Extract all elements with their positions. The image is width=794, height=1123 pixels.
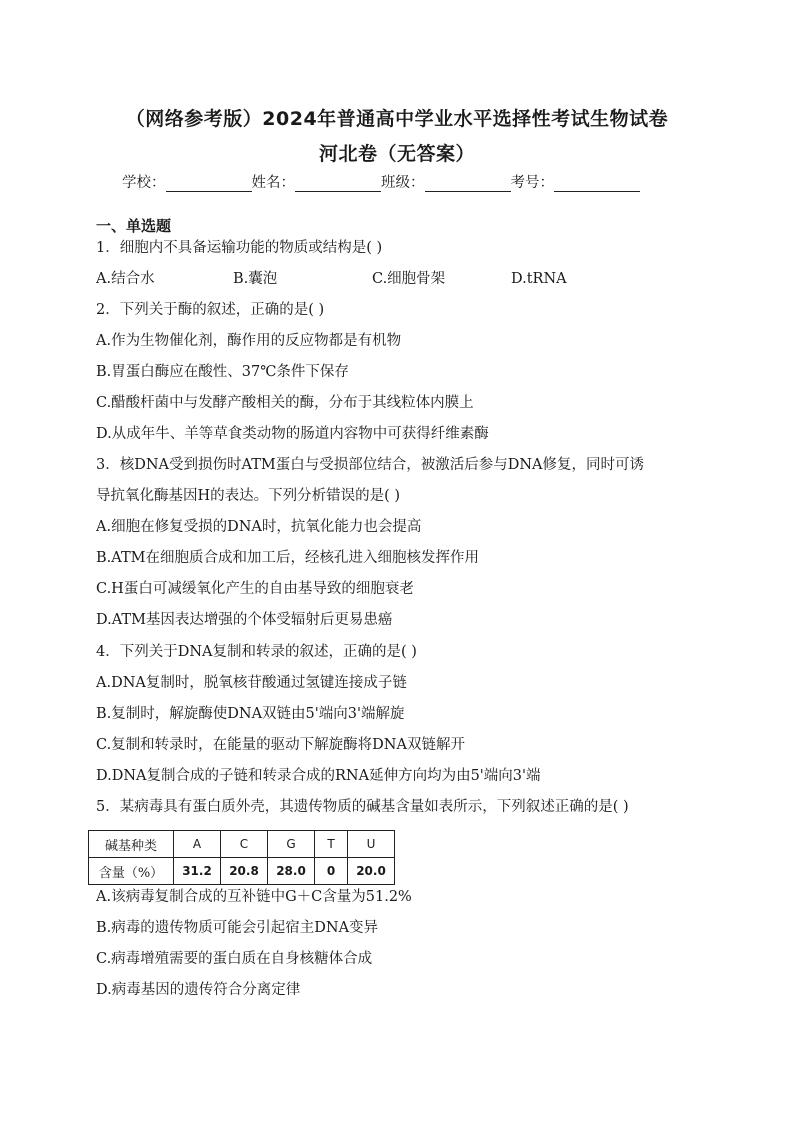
question-1-stem: 1．细胞内不具备运输功能的物质或结构是( ) bbox=[96, 240, 383, 256]
class-label: 班级： bbox=[381, 175, 425, 191]
q5-option-a: A.该病毒复制合成的互补链中G＋C含量为51.2% bbox=[96, 889, 412, 905]
q3-option-b: B.ATM在细胞质合成和加工后，经核孔进入细胞核发挥作用 bbox=[96, 550, 479, 566]
q2-option-d: D.从成年牛、羊等草食类动物的肠道内容物中可获得纤维素酶 bbox=[96, 426, 489, 442]
q5-option-d: D.病毒基因的遗传符合分离定律 bbox=[96, 982, 301, 998]
student-info-row bbox=[122, 170, 682, 192]
table-header-cell: U bbox=[348, 831, 395, 858]
school-blank[interactable] bbox=[166, 175, 252, 192]
q4-option-c: C.复制和转录时，在能量的驱动下解旋酶将DNA双链解开 bbox=[96, 737, 465, 753]
question-4-stem: 4．下列关于DNA复制和转录的叙述，正确的是( ) bbox=[96, 644, 417, 660]
table-cell: 20.0 bbox=[348, 858, 395, 885]
table-header-cell: 碱基种类 bbox=[89, 831, 174, 858]
name-blank[interactable] bbox=[295, 175, 381, 192]
q3-option-d: D.ATM基因表达增强的个体受辐射后更易患癌 bbox=[96, 612, 393, 628]
title-line-2: 河北卷（无答案） bbox=[318, 143, 475, 165]
table-cell: 20.8 bbox=[221, 858, 268, 885]
question-2-stem: 2．下列关于酶的叙述，正确的是( ) bbox=[96, 302, 325, 318]
q2-option-a: A.作为生物催化剂，酶作用的反应物都是有机物 bbox=[96, 333, 402, 349]
table-cell: 含量（%） bbox=[89, 858, 174, 885]
q2-option-b: B.胃蛋白酶应在酸性、37℃条件下保存 bbox=[96, 364, 349, 380]
q3-option-c: C.H蛋白可减缓氧化产生的自由基导致的细胞衰老 bbox=[96, 581, 414, 597]
table-cell: 28.0 bbox=[268, 858, 315, 885]
table-header-cell: C bbox=[221, 831, 268, 858]
question-1-options bbox=[96, 269, 696, 289]
school-label: 学校： bbox=[122, 175, 166, 191]
section-title: 一、单选题 bbox=[96, 217, 172, 235]
q4-option-d: D.DNA复制合成的子链和转录合成的RNA延伸方向均为由5'端向3'端 bbox=[96, 768, 541, 784]
q5-option-c: C.病毒增殖需要的蛋白质在自身核糖体合成 bbox=[96, 951, 373, 967]
table-cell: 0 bbox=[315, 858, 348, 885]
q1-option-d: D.tRNA bbox=[511, 271, 567, 287]
q1-option-c: C.细胞骨架 bbox=[372, 271, 446, 287]
q1-option-a: A.结合水 bbox=[96, 271, 155, 287]
table-row bbox=[89, 858, 395, 885]
q4-option-b: B.复制时，解旋酶使DNA双链由5'端向3'端解旋 bbox=[96, 706, 405, 722]
base-content-table bbox=[88, 830, 395, 885]
q3-option-a: A.细胞在修复受损的DNA时，抗氧化能力也会提高 bbox=[96, 519, 422, 535]
name-label: 姓名： bbox=[251, 175, 295, 191]
question-3-stem-line-2: 导抗氧化酶基因H的表达。下列分析错误的是( ) bbox=[96, 488, 401, 504]
table-header-cell: G bbox=[268, 831, 315, 858]
q5-option-b: B.病毒的遗传物质可能会引起宿主DNA变异 bbox=[96, 920, 379, 936]
q2-option-c: C.醋酸杆菌中与发酵产酸相关的酶，分布于其线粒体内膜上 bbox=[96, 395, 474, 411]
q1-option-b: B.囊泡 bbox=[233, 271, 278, 287]
table-row bbox=[89, 831, 395, 858]
table-header-cell: A bbox=[174, 831, 221, 858]
class-blank[interactable] bbox=[425, 175, 511, 192]
question-3-stem-line-1: 3．核DNA受到损伤时ATM蛋白与受损部位结合，被激活后参与DNA修复，同时可诱 bbox=[96, 457, 644, 473]
exam-number-label: 考号： bbox=[510, 175, 554, 191]
question-5-stem: 5．某病毒具有蛋白质外壳，其遗传物质的碱基含量如表所示，下列叙述正确的是( ) bbox=[96, 799, 629, 815]
table-cell: 31.2 bbox=[174, 858, 221, 885]
table-header-cell: T bbox=[315, 831, 348, 858]
q4-option-a: A.DNA复制时，脱氧核苷酸通过氢键连接成子链 bbox=[96, 675, 407, 691]
title-line-1: （网络参考版）2024年普通高中学业水平选择性考试生物试卷 bbox=[125, 108, 669, 130]
exam-number-blank[interactable] bbox=[554, 175, 640, 192]
